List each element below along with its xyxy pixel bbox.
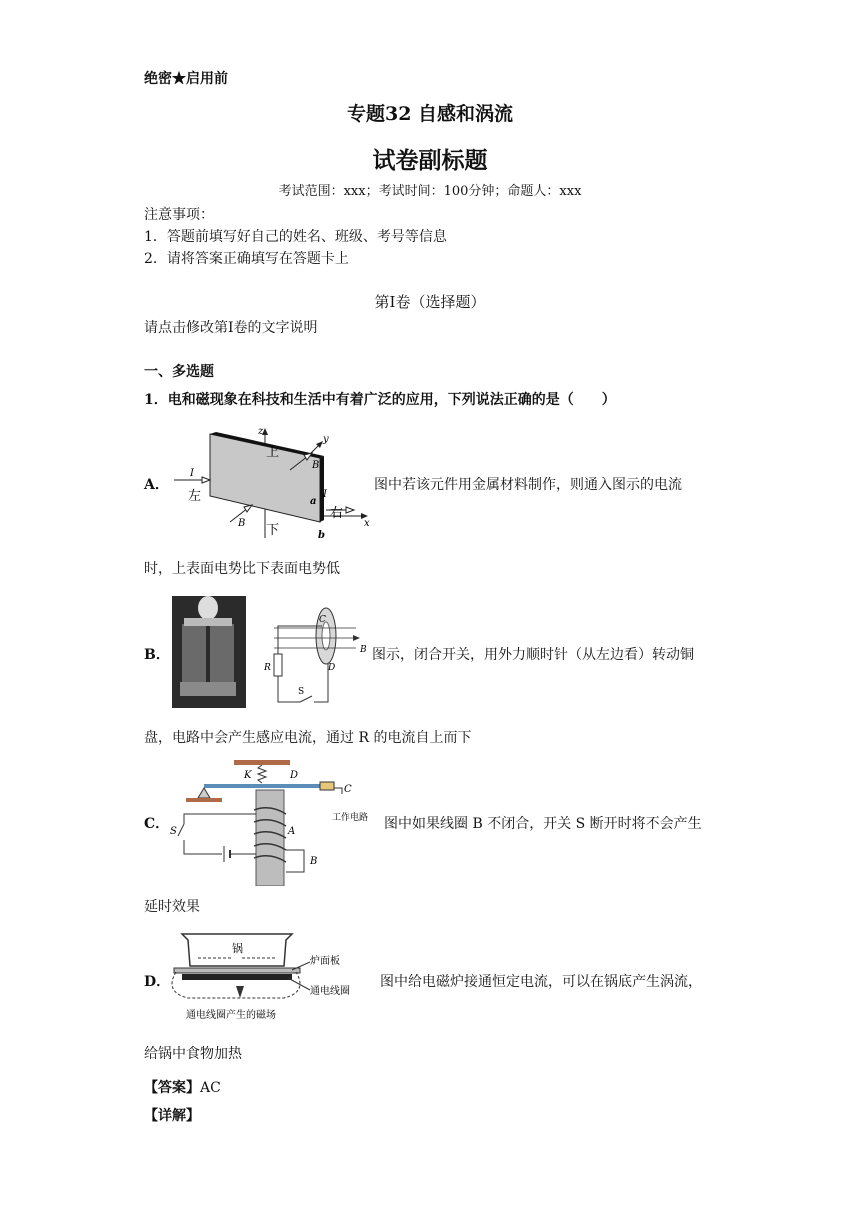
axis-label-y: y (323, 434, 329, 445)
answer-row (144, 1077, 221, 1097)
current-label-left: I (190, 468, 194, 479)
field-label-bottom: B (238, 518, 246, 529)
answer-value: AC (200, 1080, 221, 1096)
answer-label: 【答案】 (144, 1080, 200, 1096)
option-b-text-continued: 盘，电路中会产生感应电流，通过 R 的电流自上而下 (144, 730, 472, 746)
pot-label: 锅 (232, 942, 243, 955)
section-heading: 一、多选题 (144, 364, 214, 380)
point-label-c: C (319, 615, 326, 625)
field-label: 通电线圈产生的磁场 (186, 1010, 276, 1021)
field-label-top: B (312, 460, 320, 471)
part-description: 请点击修改第I卷的文字说明 (144, 320, 318, 336)
option-d-label: D． (144, 974, 171, 990)
label-bottom: 下 (266, 523, 280, 538)
notes-heading: 注意事项： (144, 207, 214, 223)
option-a-text: 图中若该元件用金属材料制作，则通入图示的电流 (374, 477, 682, 493)
option-c-text-continued: 延时效果 (144, 899, 200, 915)
option-c-text: 图中如果线圈 B 不闭合，开关 S 断开时将不会产生 (384, 816, 702, 832)
spring-label-k: K (244, 770, 252, 781)
option-b-label: B． (144, 647, 170, 663)
panel-label: 炉面板 (310, 956, 340, 967)
point-label-b: b (318, 530, 325, 540)
switch-label-s: S (298, 687, 305, 697)
resistor-label-r: R (264, 663, 271, 673)
field-label-b: B (360, 645, 367, 655)
coil-label-b: B (310, 856, 318, 867)
option-d-text-continued: 给锅中食物加热 (144, 1046, 242, 1062)
option-a-label: A． (144, 477, 169, 493)
option-d-figure (168, 928, 376, 1024)
detail-label: 【详解】 (144, 1108, 200, 1124)
switch-label-s: S (170, 826, 177, 837)
option-b-text: 图示，闭合开关，用外力顺时针（从左边看）转动铜 (372, 647, 694, 663)
question-stem: 1．电和磁现象在科技和生活中有着广泛的应用，下列说法正确的是（ ） (144, 392, 616, 408)
notes-item: 2．请将答案正确填写在答题卡上 (144, 251, 349, 267)
coil-label-a: A (288, 826, 296, 837)
option-a-text-continued: 时，上表面电势比下表面电势低 (144, 561, 340, 577)
option-a-figure (168, 422, 372, 540)
option-d-text: 图中给电磁炉接通恒定电流，可以在锅底产生涡流， (380, 974, 702, 990)
classification-label: 绝密★启用前 (144, 71, 228, 87)
page-title: 专题32 自感和涡流 (346, 103, 514, 125)
page-subtitle: 试卷副标题 (372, 147, 488, 174)
armature-label-d: D (290, 770, 299, 781)
label-top: 上 (266, 445, 280, 460)
option-c-label: C． (144, 816, 170, 832)
option-c-figure (164, 758, 382, 886)
coil-label: 通电线圈 (310, 986, 350, 997)
exam-info: 考试范围：xxx；考试时间：100分钟；命题人：xxx (278, 184, 582, 199)
point-label-d: D (328, 663, 336, 673)
axis-label-z: z (258, 426, 264, 437)
option-b-figure (170, 594, 370, 710)
label-right: 右 (330, 506, 344, 521)
part-title: 第I卷（选择题） (374, 293, 486, 311)
axis-label-x: x (364, 518, 370, 529)
contact-label-c: C (344, 784, 352, 795)
point-label-a: a (310, 496, 317, 507)
working-circuit-label: 工作电路 (332, 813, 369, 823)
notes-item: 1．答题前填写好自己的姓名、班级、考号等信息 (144, 229, 447, 245)
label-left: 左 (188, 489, 202, 504)
current-label-right: I (323, 489, 327, 500)
